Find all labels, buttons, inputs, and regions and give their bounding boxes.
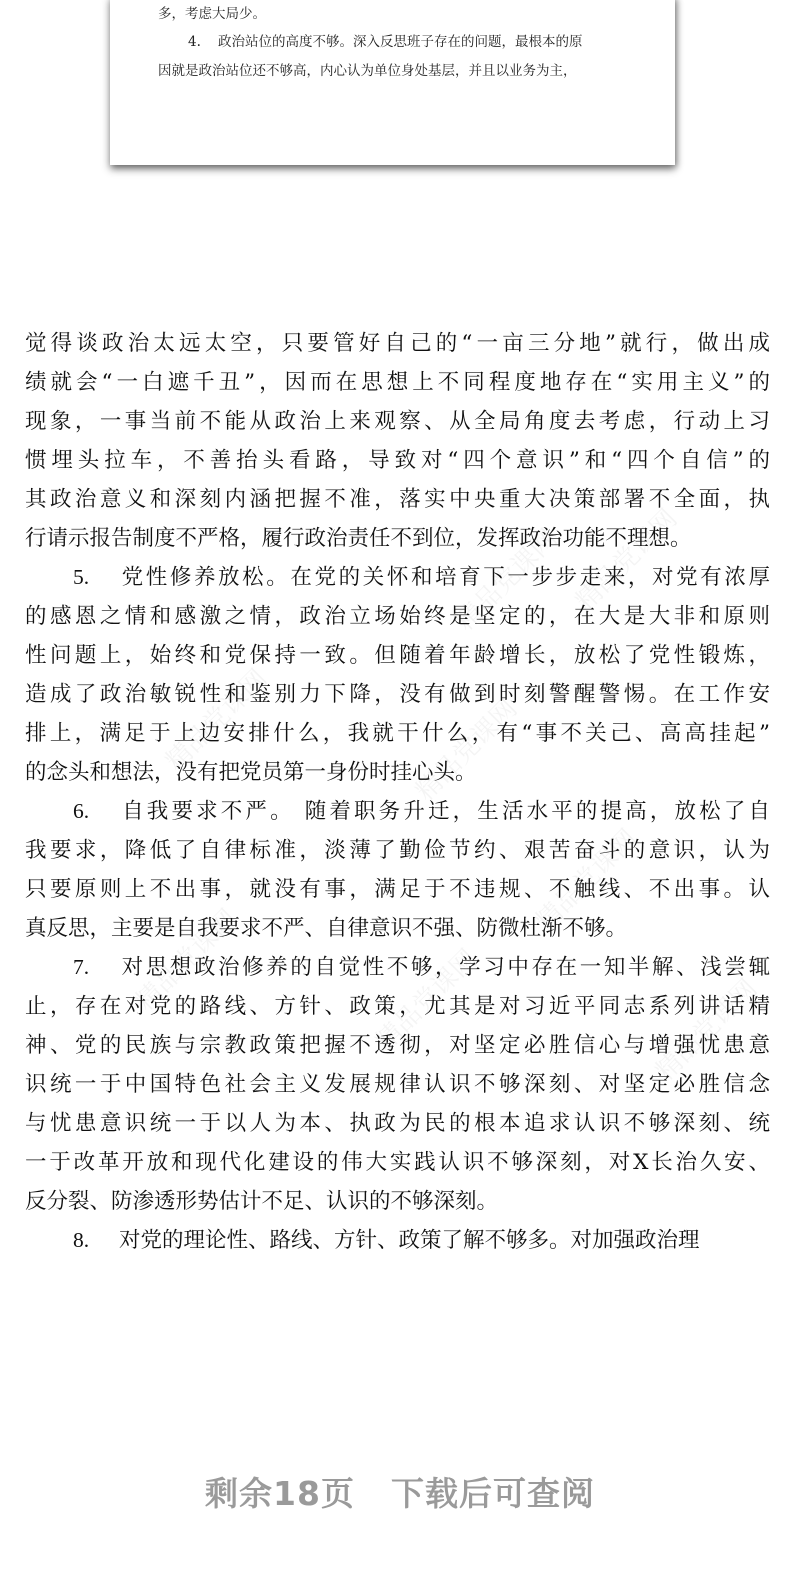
line-text: 党性修养放松。在党的关怀和培育下一步步走来，对党有浓厚	[119, 565, 770, 590]
line-text: 其政治意义和深刻内涵把握不准，落实中央重大决策部署不全面，执	[25, 487, 770, 512]
card-line	[188, 32, 633, 52]
line-text: 对思想政治修养的自觉性不够，学习中存在一知半解、浅尝辄	[119, 955, 770, 980]
line-text: 对党的理论性、路线、方针、政策了解不够多。对加强政治理	[119, 1228, 700, 1253]
item-number: 8.	[73, 1228, 90, 1252]
item-number: 6.	[73, 799, 90, 823]
paragraph-line	[25, 1182, 770, 1221]
line-text: 真反思，主要是自我要求不严、自律意识不强、防微杜渐不够。	[25, 916, 628, 941]
line-text: 识统一于中国特色社会主义发展规律认识不够深刻、对坚定必胜信念	[25, 1072, 770, 1097]
line-text: 一于改革开放和现代化建设的伟大实践认识不够深刻，对X长治久安、	[25, 1150, 770, 1175]
paragraph-line	[25, 909, 770, 948]
paragraph-line	[25, 402, 770, 441]
line-text: 止，存在对党的路线、方针、政策，尤其是对习近平同志系列讲话精	[25, 994, 770, 1019]
paragraph-line	[25, 324, 770, 363]
line-text: 反分裂、防渗透形势估计不足、认识的不够深刻。	[25, 1189, 499, 1214]
paragraph-line	[25, 948, 770, 987]
line-text: 惯埋头拉车，不善抬头看路，导致对“四个意识”和“四个自信”的	[25, 448, 770, 473]
line-text: 自我要求不严。 随着职务升迁，生活水平的提高，放松了自	[119, 799, 770, 824]
line-text: 只要原则上不出事，就没有事，满足于不违规、不触线、不出事。认	[25, 877, 770, 902]
download-prompt[interactable]	[0, 1468, 800, 1515]
paragraph-line	[25, 1026, 770, 1065]
document-body	[25, 324, 770, 1260]
paragraph-line	[25, 636, 770, 675]
line-text: 的念头和想法，没有把党员第一身份时挂心头。	[25, 760, 477, 785]
line-text: 神、党的民族与宗教政策把握不透彻，对坚定必胜信心与增强忧患意	[25, 1033, 770, 1058]
line-text: 觉得谈政治太远太空，只要管好自己的“一亩三分地”就行，做出成	[25, 331, 770, 356]
paragraph-line	[25, 363, 770, 402]
paragraph-line	[25, 714, 770, 753]
paragraph-line	[25, 558, 770, 597]
line-text: 与忧患意识统一于以人为本、执政为民的根本追求认识不够深刻、统	[25, 1111, 770, 1136]
paragraph-line	[25, 441, 770, 480]
line-text: 造成了政治敏锐性和鉴别力下降，没有做到时刻警醒警惕。在工作安	[25, 682, 770, 707]
line-text: 行请示报告制度不严格，履行政治责任不到位，发挥政治功能不理想。	[25, 526, 692, 551]
item-number: 7.	[73, 955, 90, 979]
line-text: 的感恩之情和感激之情，政治立场始终是坚定的，在大是大非和原则	[25, 604, 770, 629]
remaining-pages-label: 剩余18页	[205, 1474, 355, 1513]
line-text: 性问题上，始终和党保持一致。但随着年龄增长，放松了党性锻炼，	[25, 643, 770, 668]
paragraph-line	[25, 1143, 770, 1182]
line-text: 现象，一事当前不能从政治上来观察、从全局角度去考虑，行动上习	[25, 409, 770, 434]
card-line: 因就是政治站位还不够高，内心认为单位身处基层，并且以业务为主，	[158, 63, 577, 79]
card-item-number: 4.	[188, 34, 201, 50]
download-hint-label: 下载后可查阅	[390, 1474, 595, 1513]
card-line: 多，考虑大局少。	[158, 6, 266, 22]
line-text: 排上，满足于上边安排什么，我就干什么，有“事不关己、高高挂起”	[25, 721, 770, 746]
line-text: 我要求，降低了自律标准，淡薄了勤俭节约、艰苦奋斗的意识，认为	[25, 838, 770, 863]
paragraph-line	[25, 675, 770, 714]
paragraph-line	[25, 831, 770, 870]
card-line-text: 政治站位的高度不够。深入反思班子存在的问题，最根本的原	[218, 34, 583, 50]
paragraph-line	[25, 753, 770, 792]
paragraph-line	[25, 792, 770, 831]
line-text: 绩就会“一白遮千丑”，因而在思想上不同程度地存在“实用主义”的	[25, 370, 770, 395]
preview-page-card	[110, 0, 675, 165]
paragraph-line	[25, 987, 770, 1026]
paragraph-line	[25, 1065, 770, 1104]
paragraph-line	[25, 1104, 770, 1143]
paragraph-line	[25, 597, 770, 636]
paragraph-line	[25, 519, 770, 558]
paragraph-line	[25, 480, 770, 519]
paragraph-line	[25, 870, 770, 909]
item-number: 5.	[73, 565, 90, 589]
paragraph-line	[25, 1221, 770, 1260]
